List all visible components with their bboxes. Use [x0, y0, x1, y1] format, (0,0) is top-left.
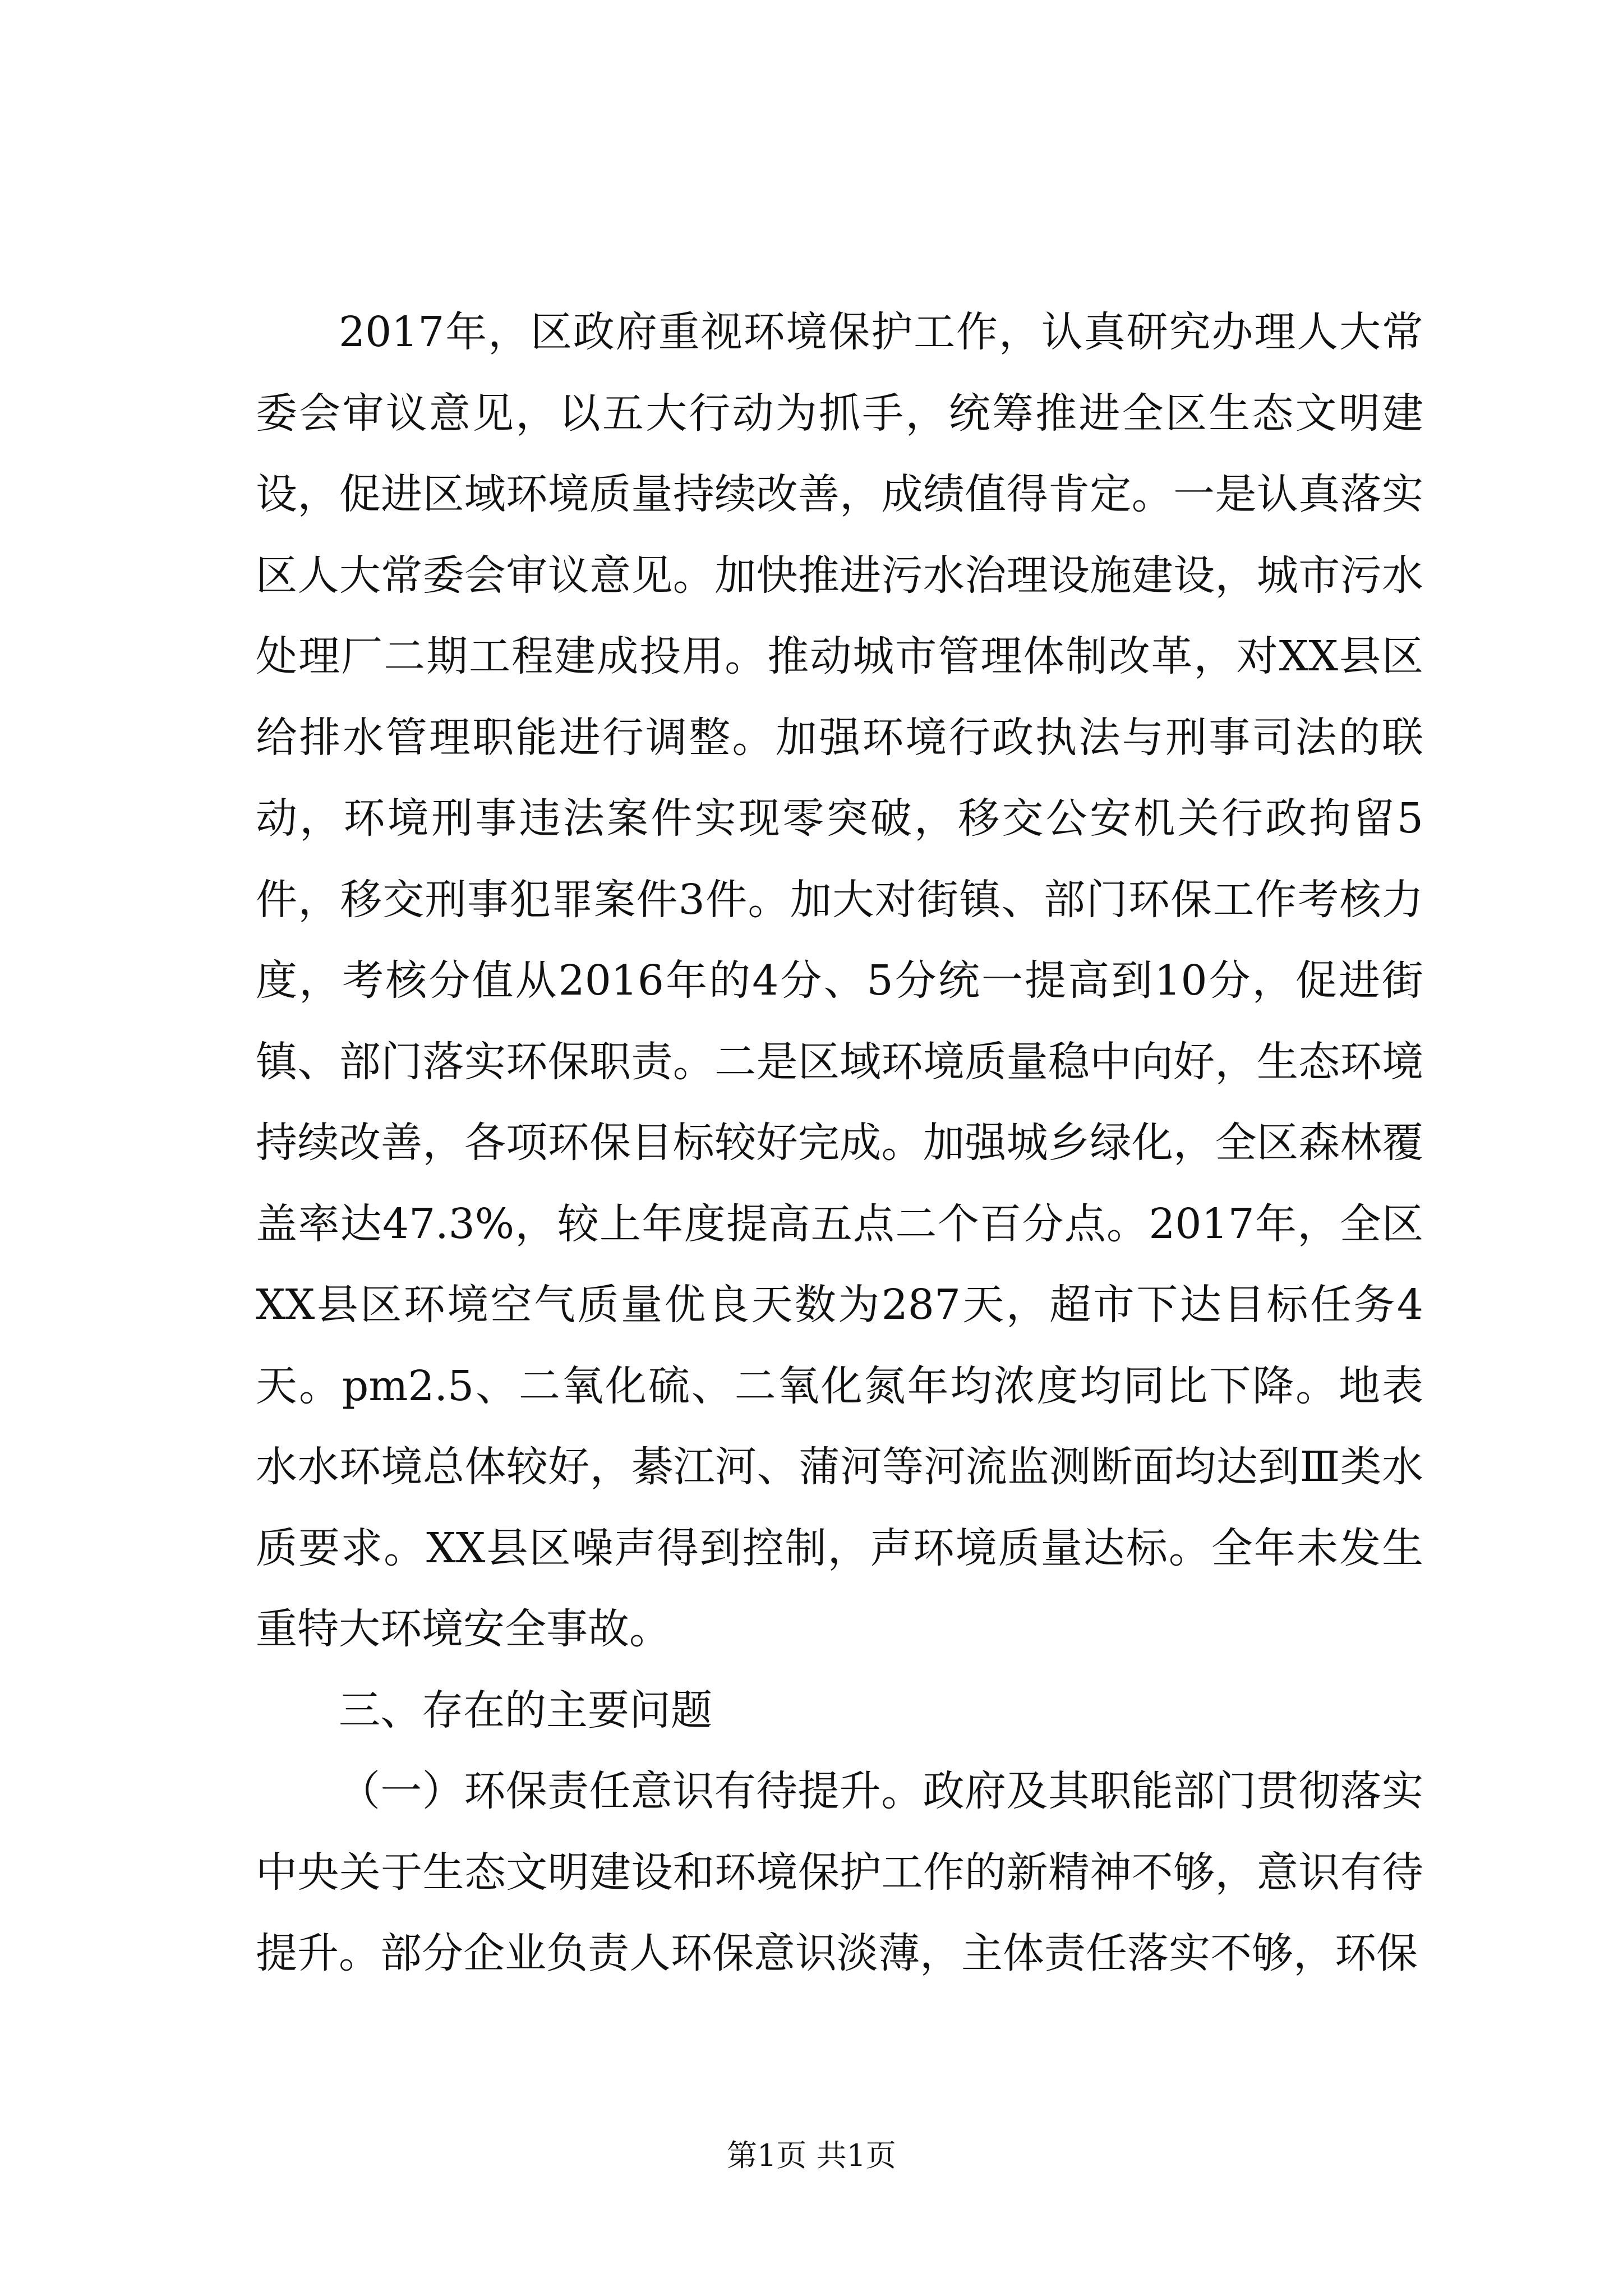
document-body [256, 292, 1423, 1994]
paragraph-responsibility-awareness: （一）环保责任意识有待提升。政府及其职能部门贯彻落实中央关于生态文明建设和环境保护工作的新精神不够，意识有待提升。部分企业负责人环保意识淡薄，主体责任落实不够，环保 [256, 1767, 1423, 1977]
section-heading-main-problems: 三、存在的主要问题 [339, 1686, 712, 1734]
page-footer: 第1页 共1页 [727, 2138, 896, 2173]
paragraph-environment-work-summary: 2017年，区政府重视环境保护工作，认真研究办理人大常委会审议意见，以五大行动为抓手，统筹推进全区生态文明建设，促进区域环境质量持续改善，成绩值得肯定。一是认真落实区人大常委会审议意见。加快推进污水治理设施建设，城市污水处理厂二期工程建成投用。推动城市管理体制改革，对XX县区给排水管理职能进行调整。加强环境行政执法与刑事司法的联动，环境刑事违法案件实现零突破，移交公安机关行政拘留5件，移交刑事犯罪案件3件。加大对街镇、部门环保工作考核力度，考核分值从2016年的4分、5分统一提高到10分，促进街镇、部门落实环保职责。二是区域环境质量稳中向好，生态环境持续改善，各项环保目标较好完成。加强城乡绿化，全区森林覆盖率达47.3%，较上年度提高五点二个百分点。2017年，全区XX县区环境空气质量优良天数为287天，超市下达目标任务4天。pm2.5、二氧化硫、二氧化氮年均浓度均同比下降。地表水水环境总体较好，綦江河、蒲河等河流监测断面均达到Ⅲ类水质要求。XX县区噪声得到控制，声环境质量达标。全年未发生重特大环境安全事故。 [256, 308, 1423, 1653]
